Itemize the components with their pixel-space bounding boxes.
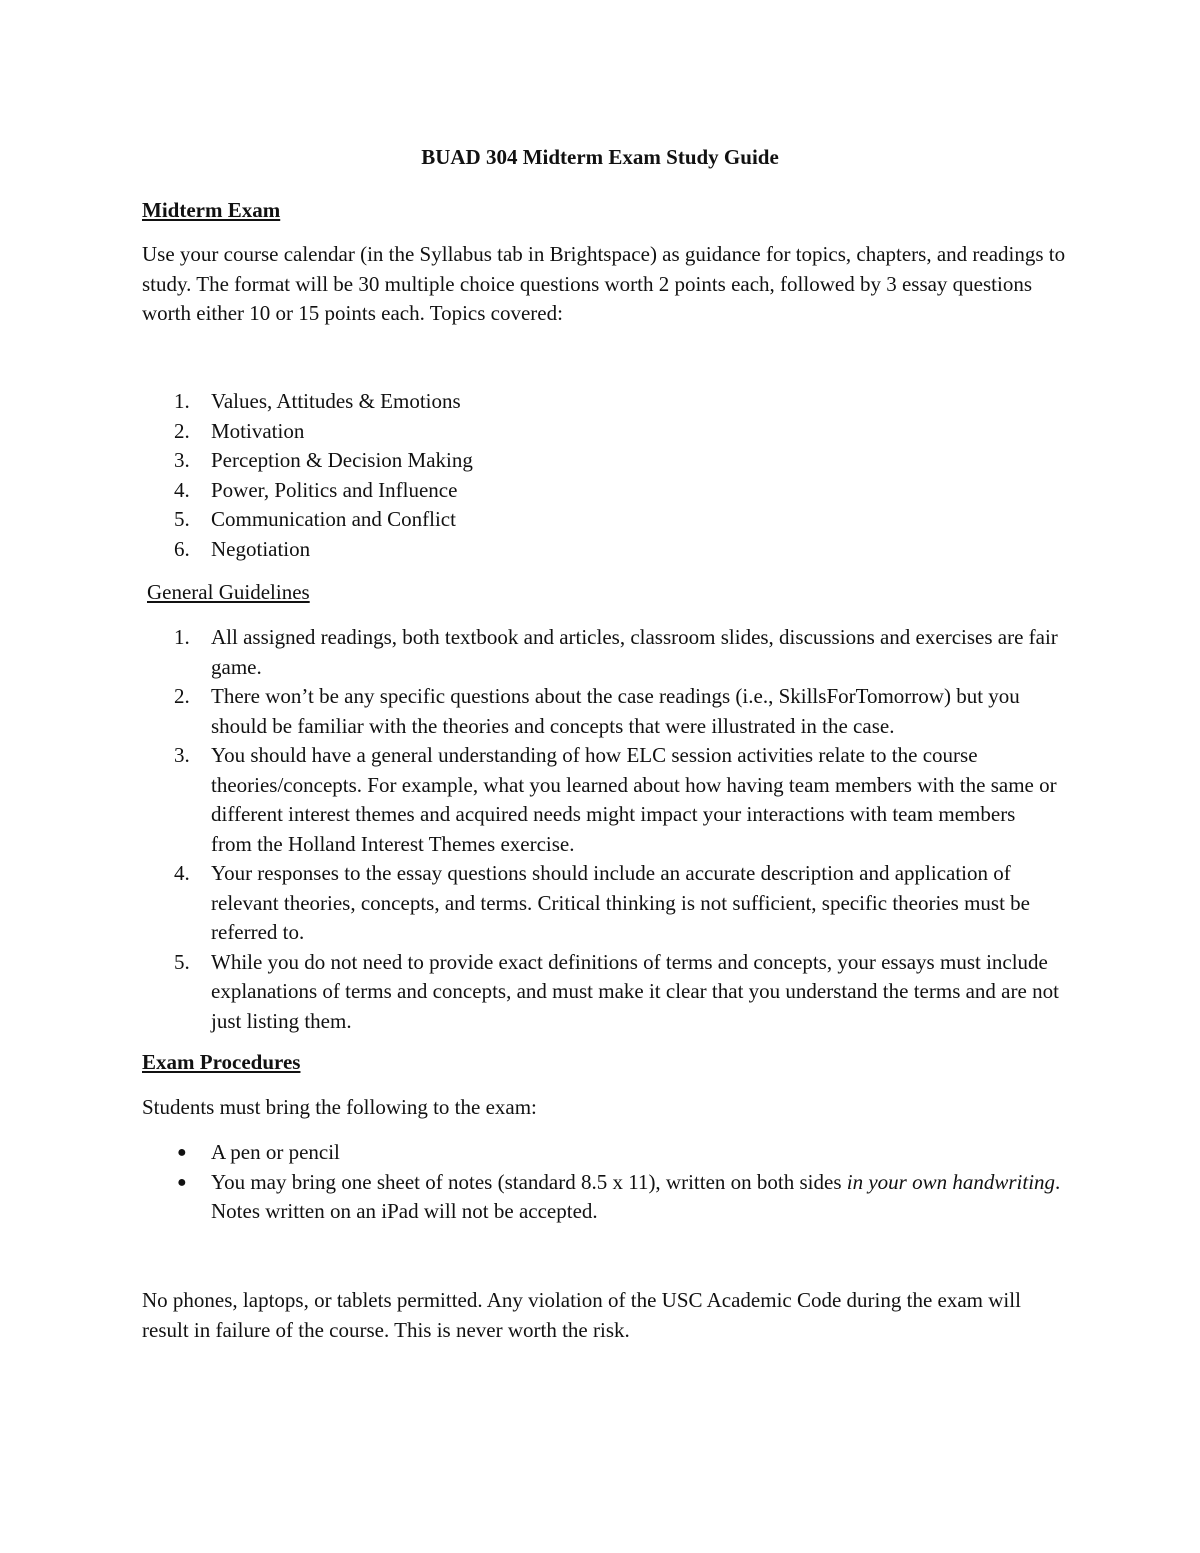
list-item-number: 5. [174,949,190,974]
list-item-number: 1. [174,389,190,413]
list-item-text: Values, Attitudes & Emotions [211,389,461,413]
list-item-number: 1. [174,625,190,649]
list-item [0,476,1071,506]
list-item-number: 4. [174,477,190,502]
list-item [0,948,1061,1037]
closing-paragraph [142,1286,1042,1345]
midterm-intro-text: Use your course calendar (in the Syllabus tab in Brightspace) as guidance for topics, chapters, and readings to study. The format will be 30 multiple choice questions worth 2 points each, followed by 3 essay questions worth either 10 or 15 points each. Topics covered: [142,242,1066,325]
list-item-number: 4. [174,861,190,885]
list-item-number: 3. [174,448,190,472]
list-item-text: You should have a general understanding of how ELC session activities relate to the course theories/concepts. For example, what you learned about how having team members with the same or different interest themes and acquired needs might impact your interactions with team members from the Holland Interest Themes exercise. [211,743,1057,856]
procedures-intro-text: Students must bring the following to the exam: [142,1095,537,1119]
list-item-text: Perception & Decision Making [211,448,473,472]
list-item [0,682,1061,741]
list-item [0,741,1061,859]
general-guidelines-heading: General Guidelines [147,580,310,604]
list-item-text: Power, Politics and Influence [211,477,458,502]
midterm-intro-paragraph [142,240,1072,329]
list-item-text: . Notes written on an iPad will not be accepted. [211,1169,1061,1223]
emphasis-text: in your own handwriting [846,1169,1056,1194]
list-item-text: Motivation [211,418,305,443]
list-item-text: You may bring one sheet of notes (standard 8.5 x 11), written on both sides [211,1169,847,1194]
list-item [0,1138,1071,1168]
list-item-text: Your responses to the essay questions should include an accurate description and application of relevant theories, concepts, and terms. Critical thinking is not sufficient, specific theories must be referred to. [211,861,1030,944]
bullet-icon: ● [177,1144,187,1161]
page-title: BUAD 304 Midterm Exam Study Guide [421,145,779,169]
list-item [0,859,1061,948]
procedures-intro-paragraph [142,1093,1072,1123]
list-item-text: A pen or pencil [211,1140,340,1164]
topics-list [0,387,1071,564]
midterm-exam-heading: Midterm Exam [142,198,281,222]
list-item-number: 3. [174,743,190,767]
list-item-text: All assigned readings, both textbook and articles, classroom slides, discussions and exercises are fair game. [211,625,1058,679]
list-item [0,417,1071,447]
list-item-number: 5. [174,507,190,531]
guidelines-list [0,623,1061,1036]
list-item [0,446,1071,476]
list-item-number: 2. [174,684,190,708]
list-item-text: Communication and Conflict [211,507,456,531]
list-item-text: There won’t be any specific questions about the case readings (i.e., SkillsForTomorrow) but you should be familiar with the theories and concepts that were illustrated in the case. [211,684,1020,738]
bullet-icon: ● [177,1173,187,1191]
closing-text: No phones, laptops, or tablets permitted. Any violation of the USC Academic Code during the exam will result in failure of the course. This is never worth the risk. [142,1288,1021,1342]
list-item [0,387,1071,417]
list-item-number: 6. [174,536,190,561]
list-item [0,505,1071,535]
bring-list [0,1138,1071,1227]
list-item [0,623,1061,682]
list-item-text: While you do not need to provide exact definitions of terms and concepts, your essays must include explanations of terms and concepts, and must make it clear that you understand the terms and are not just listing them. [211,949,1059,1033]
list-item-text: Negotiation [211,536,311,561]
list-item [0,1168,1071,1227]
list-item [0,535,1071,565]
exam-procedures-heading: Exam Procedures [142,1050,301,1074]
list-item-number: 2. [174,418,190,443]
